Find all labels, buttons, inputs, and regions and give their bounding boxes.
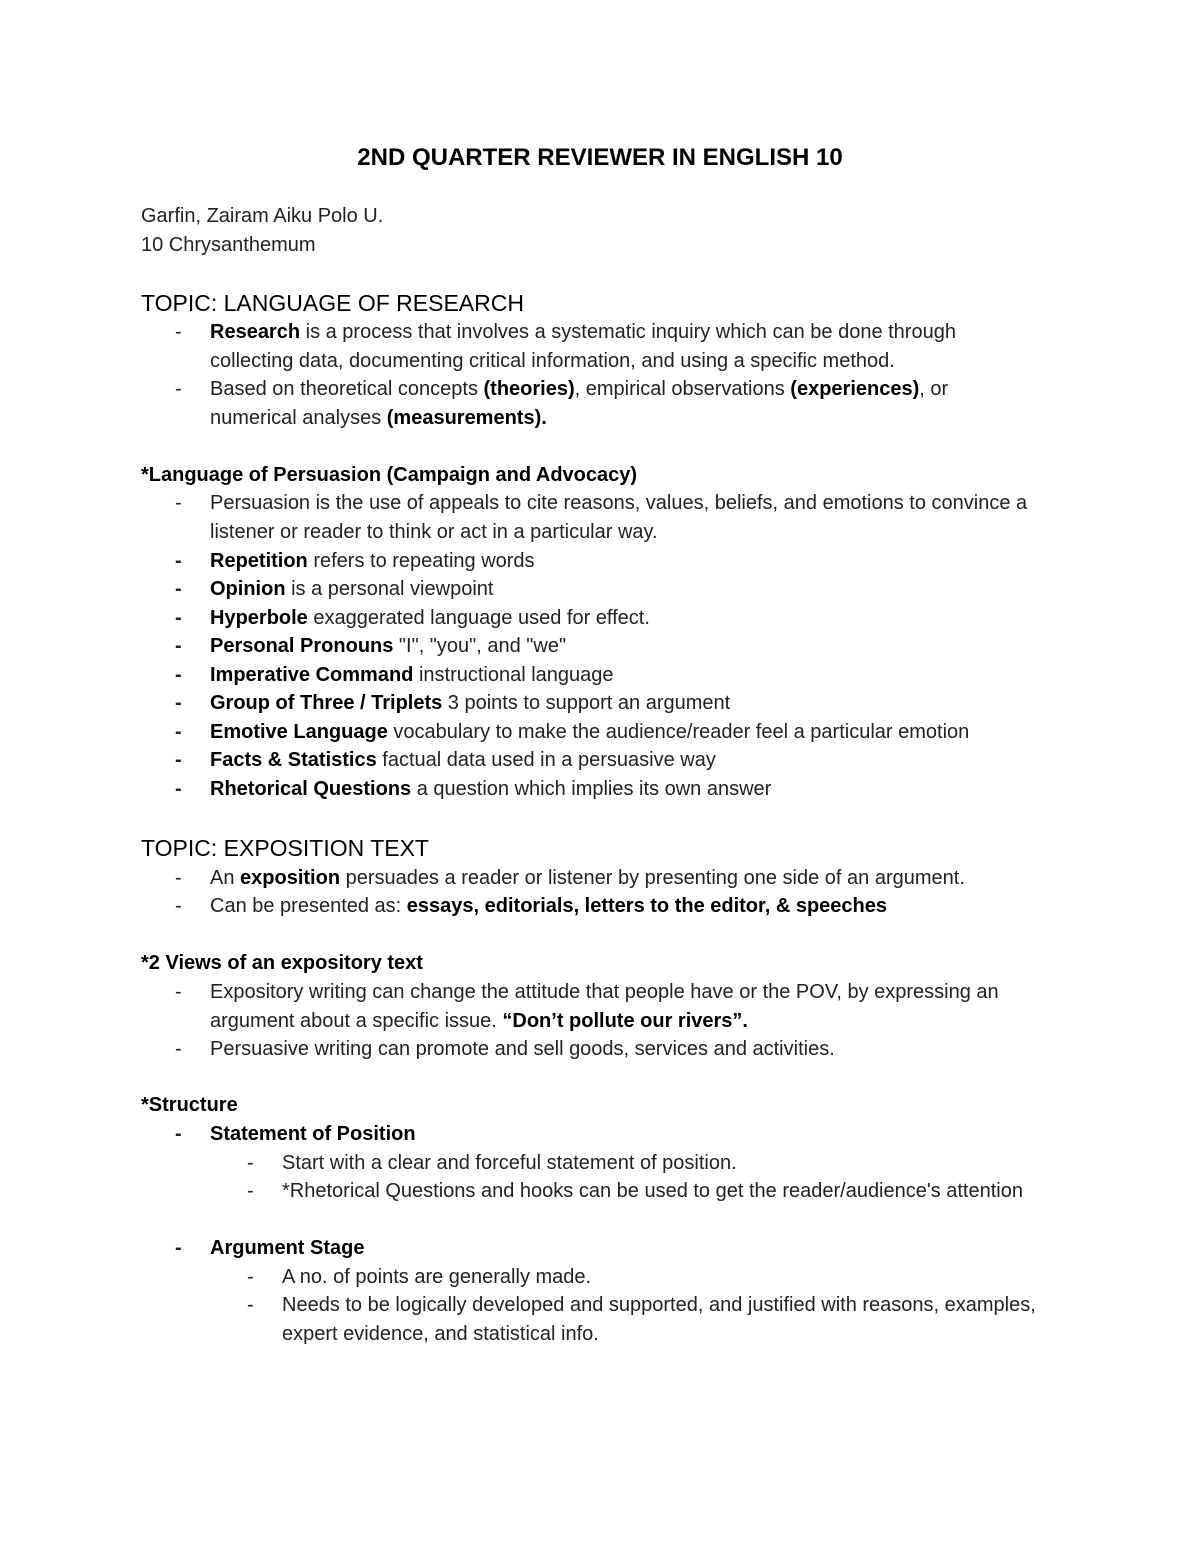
term: (experiences) — [790, 378, 920, 400]
text-part: Expository writing can change the attitude that people have or the POV, by expressing an argument about a specific issue. — [210, 981, 999, 1032]
bullet-dash: - — [175, 1237, 182, 1259]
bullet-dash: - — [175, 664, 182, 686]
term: Repetition — [210, 550, 308, 572]
description: "I", "you", and "we" — [393, 635, 567, 657]
term: Personal Pronouns — [210, 635, 394, 657]
term: Imperative Command — [210, 664, 414, 686]
description: *Rhetorical Questions and hooks can be used to get the reader/audience's attention — [282, 1180, 1023, 1202]
text-part: , or numerical analyses — [210, 378, 949, 429]
author-name: Garfin, Zairam Aiku Polo U. — [141, 205, 384, 227]
text-part: Based on theoretical concepts — [210, 378, 484, 400]
bullet-dash: - — [247, 1152, 254, 1174]
description: refers to repeating words — [307, 550, 535, 572]
term: essays, editorials, letters to the editor, & speeches — [406, 895, 887, 917]
bullet-dash: - — [247, 1266, 254, 1288]
description: A no. of points are generally made. — [282, 1266, 592, 1288]
bullet-dash: - — [175, 378, 182, 400]
persuasion-intro: Persuasion is the use of appeals to cite reasons, values, beliefs, and emotions to convince a listener or reader to think or act in a particular way. — [210, 492, 1028, 543]
text-part: , empirical observations — [574, 378, 791, 400]
text-part: An — [210, 867, 241, 889]
term: Hyperbole — [210, 607, 308, 629]
term: “Don’t pollute our rivers”. — [502, 1009, 748, 1032]
bullet-dash: - — [175, 1123, 182, 1145]
persuasion-heading: *Language of Persuasion (Campaign and Advocacy) — [141, 464, 638, 486]
text-part: persuades a reader or listener by presenting one side of an argument. — [340, 867, 965, 889]
topic-exposition-heading: TOPIC: EXPOSITION TEXT — [141, 835, 429, 861]
text-part: Can be presented as: — [210, 895, 407, 917]
term: Research — [210, 321, 301, 343]
description: is a personal viewpoint — [285, 578, 494, 600]
term: Group of Three / Triplets — [210, 692, 443, 714]
description: factual data used in a persuasive way — [376, 749, 716, 771]
term: Emotive Language — [210, 721, 388, 743]
bullet-dash: - — [175, 550, 182, 572]
bullet-dash: - — [175, 867, 182, 889]
topic-research-heading: TOPIC: LANGUAGE OF RESEARCH — [141, 290, 524, 316]
bullet-dash: - — [175, 578, 182, 600]
bullet-dash: - — [175, 895, 182, 917]
structure-stage-label: Argument Stage — [210, 1237, 365, 1259]
bullet-dash: - — [247, 1180, 254, 1202]
bullet-dash: - — [175, 1038, 182, 1060]
term: Facts & Statistics — [210, 749, 377, 771]
document-title: 2ND QUARTER REVIEWER IN ENGLISH 10 — [357, 144, 843, 171]
description: instructional language — [413, 664, 614, 686]
term: Opinion — [210, 578, 286, 600]
term: exposition — [240, 867, 341, 889]
bullet-dash: - — [175, 492, 182, 514]
bullet-dash: - — [175, 778, 182, 800]
description: exaggerated language used for effect. — [307, 607, 650, 629]
term: Rhetorical Questions — [210, 778, 412, 800]
description: Persuasive writing can promote and sell goods, services and activities. — [210, 1038, 835, 1060]
bullet-dash: - — [175, 692, 182, 714]
term: (theories) — [483, 378, 575, 400]
class-section: 10 Chrysanthemum — [141, 234, 316, 256]
bullet-dash: - — [175, 721, 182, 743]
description: Needs to be logically developed and supported, and justified with reasons, examples, expert evidence, and statistical info. — [282, 1294, 1036, 1345]
bullet-dash: - — [247, 1294, 254, 1316]
structure-stage-label: Statement of Position — [210, 1123, 416, 1145]
bullet-dash: - — [175, 607, 182, 629]
description: a question which implies its own answer — [411, 778, 772, 800]
description: is a process that involves a systematic inquiry which can be done through collecting data, documenting critical information, and using a specific method. — [210, 321, 956, 372]
views-heading: *2 Views of an expository text — [141, 952, 423, 974]
structure-heading: *Structure — [141, 1094, 238, 1116]
bullet-dash: - — [175, 635, 182, 657]
bullet-dash: - — [175, 981, 182, 1003]
term: (measurements). — [386, 406, 547, 429]
bullet-dash: - — [175, 749, 182, 771]
description: 3 points to support an argument — [442, 692, 731, 714]
description: vocabulary to make the audience/reader feel a particular emotion — [387, 721, 970, 743]
bullet-dash: - — [175, 321, 182, 343]
description: Start with a clear and forceful statement of position. — [282, 1152, 737, 1174]
